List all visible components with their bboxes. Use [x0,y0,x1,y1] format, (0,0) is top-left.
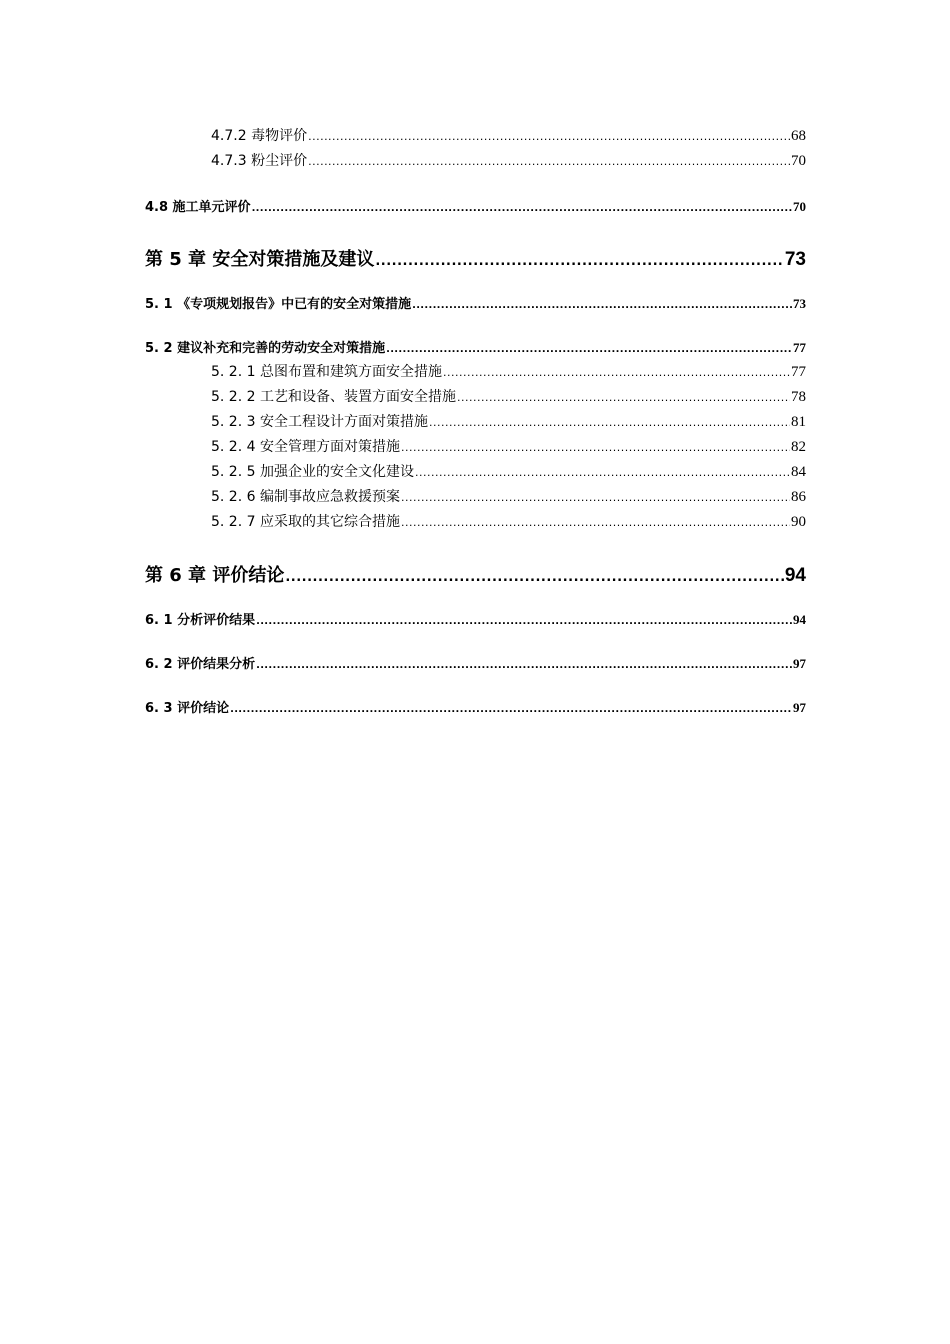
toc-entry-4-7-3[interactable] [145,149,806,174]
dot-leader [415,460,790,485]
toc-entry-page: 82 [791,439,806,455]
toc-entry-page: 81 [791,414,806,430]
dot-leader [285,563,784,593]
dot-leader [401,435,790,460]
dot-leader [375,247,784,277]
toc-entry-5-2[interactable] [145,337,806,359]
toc-entry-page: 84 [791,464,806,480]
toc-entry-label: 5. 2. 1 总图布置和建筑方面安全措施 [211,364,442,380]
toc-entry-5-2-7[interactable] [145,510,806,535]
toc-entry-label: 6. 2 评价结果分析 [145,657,256,672]
toc-entry-label: 4.7.3 粉尘评价 [211,153,308,169]
toc-entry-label: 6. 3 评价结论 [145,701,230,716]
toc-entry-5-2-1[interactable] [145,360,806,385]
dot-leader [401,485,790,510]
dot-leader [308,149,790,174]
toc-entry-page: 94 [784,565,806,586]
dot-leader [457,385,790,410]
toc-entry-5-1[interactable] [145,293,806,315]
toc-entry-page: 97 [793,656,806,671]
toc-entry-5-2-3[interactable] [145,410,806,435]
dot-leader [386,339,792,361]
toc-entry-page: 73 [793,296,806,311]
toc-entry-label: 5. 2. 2 工艺和设备、装置方面安全措施 [211,389,456,405]
dot-leader [443,360,790,385]
toc-entry-page: 70 [793,199,806,214]
toc-entry-page: 70 [791,153,806,169]
toc-entry-5-2-5[interactable] [145,460,806,485]
dot-leader [401,510,790,535]
toc-entry-page: 77 [791,364,806,380]
dot-leader [429,410,790,435]
toc-entry-4-7-2[interactable] [145,124,806,149]
toc-chapter-6[interactable] [145,561,806,591]
toc-entry-4-8[interactable] [145,196,806,218]
toc-entry-6-3[interactable] [145,697,806,719]
toc-entry-page: 94 [793,612,806,627]
dot-leader [308,124,790,149]
toc-entry-label: 4.7.2 毒物评价 [211,128,308,144]
toc-entry-page: 78 [791,389,806,405]
toc-entry-page: 73 [784,249,806,270]
toc-entry-label: 5. 1 《专项规划报告》中已有的安全对策措施 [145,297,412,312]
toc-entry-label: 6. 1 分析评价结果 [145,613,256,628]
toc-entry-label: 5. 2 建议补充和完善的劳动安全对策措施 [145,341,386,356]
toc-entry-5-2-2[interactable] [145,385,806,410]
toc-entry-label: 5. 2. 4 安全管理方面对策措施 [211,439,400,455]
dot-leader [256,655,792,677]
toc-entry-page: 97 [793,700,806,715]
toc-entry-label: 5. 2. 7 应采取的其它综合措施 [211,514,400,530]
toc-entry-label: 第 5 章 安全对策措施及建议 [145,249,375,270]
toc-entry-label: 4.8 施工单元评价 [145,200,251,215]
toc-entry-page: 90 [791,514,806,530]
dot-leader [412,295,792,317]
toc-entry-label: 第 6 章 评价结论 [145,565,285,586]
toc-entry-label: 5. 2. 3 安全工程设计方面对策措施 [211,414,428,430]
toc-chapter-5[interactable] [145,245,806,275]
dot-leader [256,611,792,633]
dot-leader [252,198,792,220]
toc-entry-page: 68 [791,128,806,144]
toc-entry-6-2[interactable] [145,653,806,675]
toc-entry-5-2-4[interactable] [145,435,806,460]
toc-entry-label: 5. 2. 6 编制事故应急救援预案 [211,489,400,505]
toc-entry-6-1[interactable] [145,609,806,631]
toc-entry-page: 77 [793,340,806,355]
dot-leader [230,699,792,721]
toc-entry-label: 5. 2. 5 加强企业的安全文化建设 [211,464,414,480]
toc-entry-5-2-6[interactable] [145,485,806,510]
toc-entry-page: 86 [791,489,806,505]
